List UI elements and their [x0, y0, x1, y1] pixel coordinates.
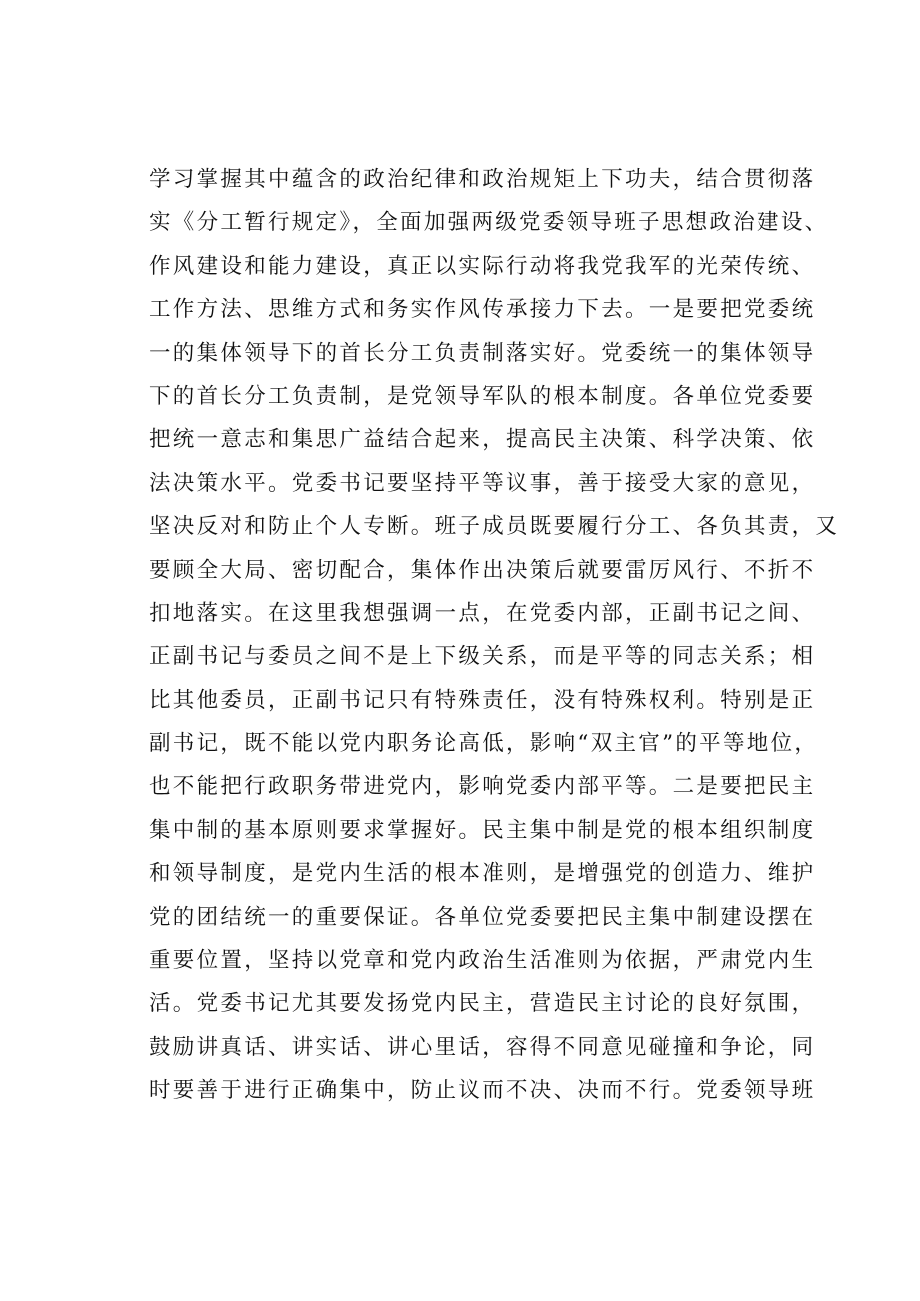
text-line-18: 党的团结统一的重要保证。各单位党委要把民主集中制建设摆在 — [149, 904, 816, 930]
text-line-12: 正副书记与委员之间不是上下级关系，而是平等的同志关系；相 — [149, 644, 816, 670]
text-line-20: 活。党委书记尤其要发扬党内民主，营造民主讨论的良好氛围， — [149, 991, 816, 1017]
text-line-6: 下的首长分工负责制，是党领导军队的根本制度。各单位党委要 — [149, 383, 816, 409]
text-line-19: 重要位置，坚持以党章和党内政治生活准则为依据，严肃党内生 — [149, 948, 816, 974]
text-line-9: 坚决反对和防止个人专断。班子成员既要履行分工、各负其责，又 — [149, 514, 840, 540]
text-line-1: 学习掌握其中蕴含的政治纪律和政治规矩上下功夫，结合贯彻落 — [149, 167, 816, 192]
text-line-2: 实《分工暂行规定》，全面加强两级党委领导班子思想政治建设、 — [149, 210, 829, 236]
text-line-5: 一的集体领导下的首长分工负责制落实好。党委统一的集体领导 — [149, 340, 816, 366]
text-line-15: 也不能把行政职务带进党内，影响党委内部平等。二是要把民主 — [149, 774, 816, 800]
text-line-10: 要顾全大局、密切配合，集体作出决策后就要雷厉风行、不折不 — [149, 557, 816, 583]
body-paragraph — [149, 158, 839, 1113]
text-line-22: 时要善于进行正确集中，防止议而不决、决而不行。党委领导班 — [149, 1078, 816, 1104]
text-line-8: 法决策水平。党委书记要坚持平等议事，善于接受大家的意见， — [149, 470, 816, 496]
text-line-7: 把统一意志和集思广益结合起来，提高民主决策、科学决策、依 — [149, 427, 816, 453]
text-line-11: 扣地落实。在这里我想强调一点，在党委内部，正副书记之间、 — [149, 600, 816, 626]
text-line-4: 工作方法、思维方式和务实作风传承接力下去。一是要把党委统 — [149, 297, 816, 323]
text-line-13: 比其他委员，正副书记只有特殊责任，没有特殊权利。特别是正 — [149, 687, 816, 713]
text-line-17: 和领导制度，是党内生活的根本准则，是增强党的创造力、维护 — [149, 861, 816, 887]
text-line-21: 鼓励讲真话、讲实话、讲心里话，容得不同意见碰撞和争论，同 — [149, 1034, 816, 1060]
text-line-16: 集中制的基本原则要求掌握好。民主集中制是党的根本组织制度 — [149, 817, 816, 843]
text-line-14: 副书记，既不能以党内职务论高低，影响“双主官”的平等地位， — [149, 731, 819, 757]
text-line-3: 作风建设和能力建设，真正以实际行动将我党我军的光荣传统、 — [149, 253, 816, 279]
